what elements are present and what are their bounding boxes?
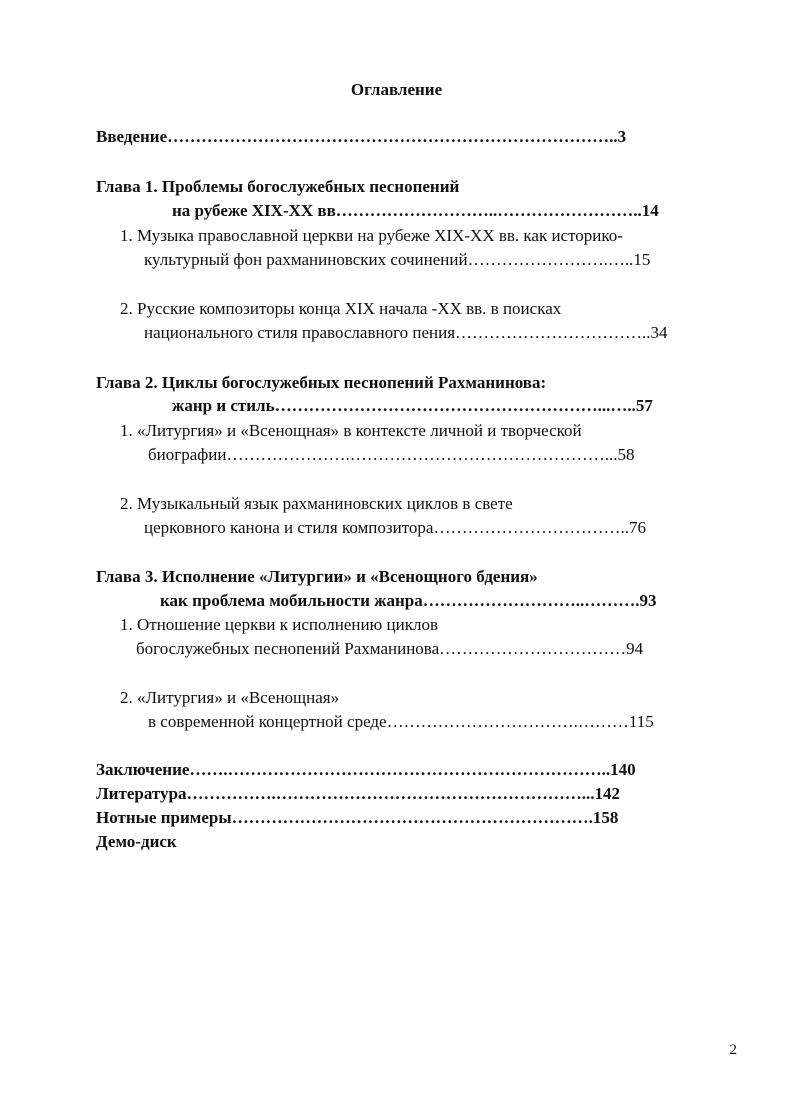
toc-section-3-1: 1. Отношение церкви к исполнению циклов	[120, 615, 438, 634]
page-number: 2	[729, 1042, 737, 1058]
toc-chapter-3-heading: Глава 3. Исполнение «Литургии» и «Всенощного бдения»	[96, 567, 538, 586]
toc-chapter-2-heading-cont: жанр и стиль…………………………………………………...…..57	[172, 396, 653, 415]
toc-chapter-1-heading: Глава 1. Проблемы богослужебных песнопений	[96, 177, 460, 196]
toc-chapter-2-heading: Глава 2. Циклы богослужебных песнопений Рахманинова:	[96, 373, 547, 392]
toc-chapter-3-heading-cont: как проблема мобильности жанра………………………..……….93	[160, 591, 657, 610]
toc-entry-introduction: Введение……………………………………………………………………..3	[96, 127, 627, 146]
toc-section-1-2: 2. Русские композиторы конца XIX начала -XX вв. в поисках	[120, 299, 562, 318]
toc-entry-literature: Литература…………….………………………………………………...142	[96, 784, 620, 803]
toc-section-1-1: 1. Музыка православной церкви на рубеже XIX-XX вв. как историко-	[120, 226, 623, 245]
toc-section-2-1-cont: биографии………………….………………………………………...58	[148, 445, 635, 464]
toc-entry-music-examples: Нотные примеры……………………………………………………….158	[96, 808, 619, 827]
page-title: Оглавление	[350, 80, 443, 99]
toc-section-2-2: 2. Музыкальный язык рахманиновских циклов в свете	[120, 494, 513, 513]
toc-section-3-2: 2. «Литургия» и «Всенощная»	[120, 688, 340, 707]
toc-chapter-1-heading-cont: на рубеже XIX-XX вв………………………..……………………..14	[172, 201, 659, 220]
toc-section-1-1-cont: культурный фон рахманиновских сочинений…………………….…..15	[144, 250, 651, 269]
toc-section-3-2-cont: в современной концертной среде…………………………….………115	[148, 712, 654, 731]
toc-entry-conclusion: Заключение…….…………………………………………………………..140	[96, 760, 636, 779]
toc-section-1-2-cont: национального стиля православного пения……………………………..34	[144, 323, 668, 342]
toc-entry-demo-disc: Демо-диск	[96, 832, 177, 851]
toc-section-2-2-cont: церковного канона и стиля композитора……………………………..76	[144, 518, 646, 537]
toc-section-3-1-cont: богослужебных песнопений Рахманинова……………………………94	[136, 639, 644, 658]
toc-section-2-1: 1. «Литургия» и «Всенощная» в контексте личной и творческой	[120, 421, 582, 440]
